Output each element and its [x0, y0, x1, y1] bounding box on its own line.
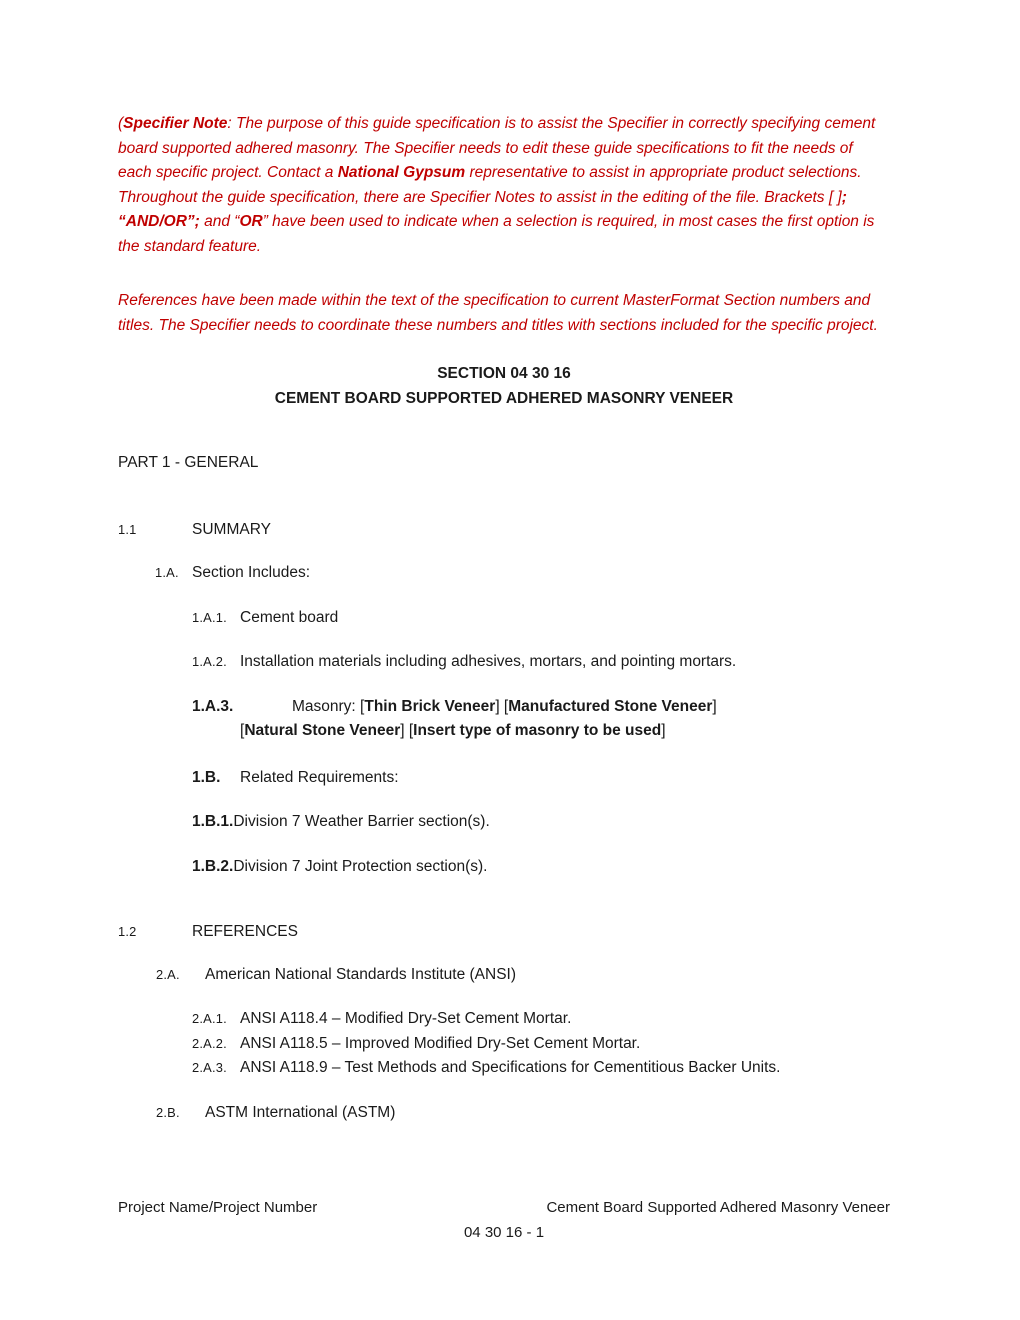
item-cement-board: [192, 606, 890, 631]
item-text: Masonry: [Thin Brick Veneer] [Manufactured Stone Veneer]: [292, 697, 717, 715]
specifier-note-paragraph: (Specifier Note: The purpose of this guide specification is to assist the Specifier in correctly specifying cement board supported adhered masonry. The Specifier needs to edit these guide specifications to fit the needs of each specific project. Contact a National Gypsum representative to assist in appropriate product selections. Throughout the guide specification, there are Specifier Notes to assist in the editing of the file. Brackets [ ]; “AND/OR”; and “OR” have been used to indicate when a selection is required, in most cases the first option is the standard feature.: [118, 115, 880, 255]
item-ansi: [156, 963, 890, 988]
item-text: Installation materials including adhesives, mortars, and pointing mortars.: [240, 653, 737, 670]
item-installation-materials: [192, 650, 890, 675]
item-number: 2.A.3.: [192, 1060, 227, 1075]
list-item: [192, 1032, 890, 1057]
item-masonry: [118, 695, 890, 744]
item-number: 1.B.2.: [192, 857, 234, 875]
section-number-line: SECTION 04 30 16: [437, 365, 571, 382]
item-number: 2.A.1.: [192, 1011, 227, 1026]
item-related-requirements: [192, 766, 890, 791]
item-text: American National Standards Institute (ANSI): [205, 965, 516, 983]
item-text: Related Requirements:: [240, 768, 399, 786]
section-heading: [118, 362, 890, 411]
item-text: Division 7 Weather Barrier section(s).: [233, 813, 490, 830]
item-number: 1.A.1.: [192, 609, 227, 625]
document-body: [118, 112, 890, 1125]
section-title-line: CEMENT BOARD SUPPORTED ADHERED MASONRY VENEER: [274, 389, 734, 407]
footer-page-number: 04 30 16 - 1: [463, 1224, 545, 1241]
item-number: 2.A.2.: [192, 1035, 227, 1051]
article-summary-heading: [118, 518, 890, 543]
article-title: SUMMARY: [192, 520, 271, 538]
article-number: 1.2: [118, 924, 137, 939]
item-text: ASTM International (ASTM): [205, 1103, 396, 1121]
item-weather-barrier: [192, 810, 890, 835]
article-references-heading: [118, 920, 890, 945]
item-number: 2.A.: [156, 966, 180, 982]
item-text: ANSI A118.4 – Modified Dry-Set Cement Mortar.: [240, 1010, 572, 1027]
item-text: Cement board: [240, 608, 339, 626]
ansi-standards-list: [118, 1007, 890, 1081]
part-1-heading: PART 1 - GENERAL: [118, 454, 259, 471]
list-item: [192, 1056, 890, 1081]
item-masonry-line1: [192, 695, 890, 720]
item-text: ANSI A118.9 – Test Methods and Specifications for Cementitious Backer Units.: [240, 1059, 781, 1076]
page-footer: [118, 1196, 890, 1245]
article-title: REFERENCES: [192, 923, 298, 940]
footer-project-name: Project Name/Project Number: [118, 1199, 318, 1216]
list-item: [192, 1007, 890, 1032]
footer-document-title: Cement Board Supported Adhered Masonry Veneer: [546, 1199, 890, 1216]
item-text: ANSI A118.5 – Improved Modified Dry-Set Cement Mortar.: [240, 1034, 641, 1052]
item-number: 1.B.1.: [192, 813, 234, 830]
item-number: 1.A.3.: [192, 697, 234, 715]
item-joint-protection: [192, 855, 890, 880]
item-masonry-line2: [Natural Stone Veneer] [Insert type of masonry to be used]: [240, 722, 666, 739]
item-astm: [156, 1101, 890, 1126]
footer-line: [118, 1196, 890, 1220]
item-section-includes: [155, 561, 890, 586]
item-number: 1.B.: [192, 768, 221, 786]
item-number: 2.B.: [156, 1104, 180, 1120]
article-number: 1.1: [118, 521, 137, 537]
item-number: 1.A.: [155, 565, 179, 580]
item-text: Section Includes:: [192, 564, 311, 581]
masterformat-note-paragraph: References have been made within the text of the specification to current MasterFormat Section numbers and titles. The Specifier needs to coordinate these numbers and titles with sections included for the specific project.: [118, 292, 878, 334]
item-text: Division 7 Joint Protection section(s).: [233, 857, 488, 875]
item-number: 1.A.2.: [192, 654, 227, 669]
